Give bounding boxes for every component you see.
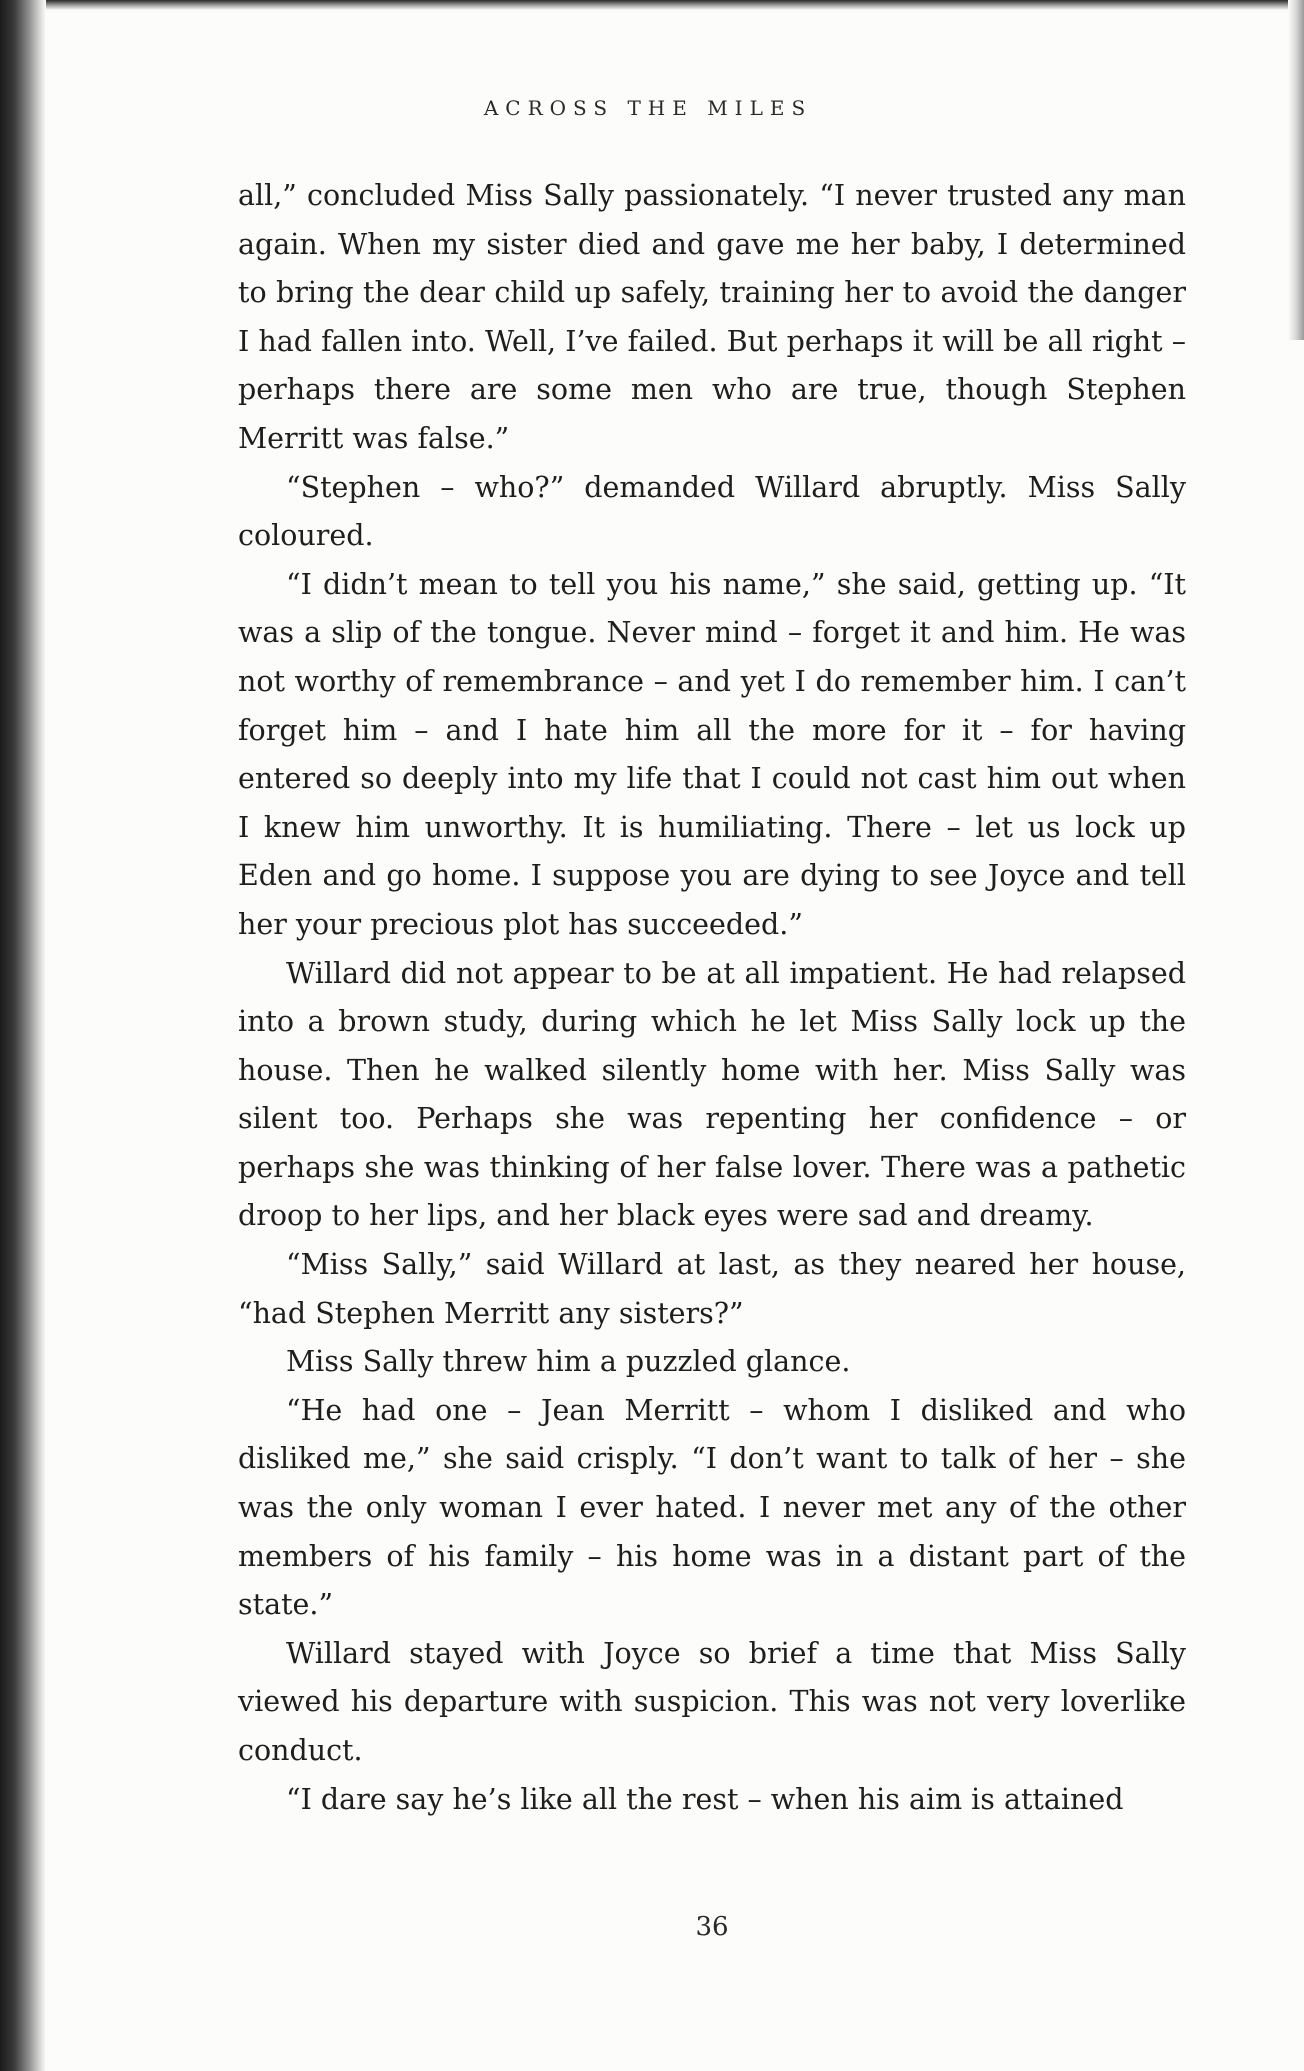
right-edge-shadow [1288,0,1304,340]
paragraph: “I dare say he’s like all the rest – when his aim is attained [286,1782,1124,1816]
paragraph: Willard did not appear to be at all impatient. He had relapsed into a brown study, during which he let Miss Sally lock up the house. Then he walked silently home with her. Miss Sally was silent too. Perhaps she was repenting her confidence – or perhaps she was thinking of her false lover. There was a pathetic droop to her lips, and her black eyes were sad and dreamy. [238,956,1186,1233]
paragraph: “Miss Sally,” said Willard at last, as they neared her house, “had Stephen Merritt any sisters?” [238,1248,1186,1330]
top-edge-shadow [46,0,1304,10]
body-text [238,172,1186,1824]
paragraph: Willard stayed with Joyce so brief a time that Miss Sally viewed his departure with suspicion. This was not very loverlike conduct. [238,1636,1186,1767]
paragraph: “He had one – Jean Merritt – whom I disliked and who disliked me,” she said crisply. “I don’t want to talk of her – she was the only woman I ever hated. I never met any of the other members of his family – his home was in a distant part of the state.” [238,1393,1186,1622]
paragraph: Miss Sally threw him a puzzled glance. [286,1345,851,1379]
page-number: 36 [695,1912,729,1942]
paragraph: “Stephen – who?” demanded Willard abruptly. Miss Sally coloured. [238,470,1186,553]
running-head: ACROSS THE MILES [483,96,813,120]
gutter-shadow [0,0,46,2071]
paragraph: “I didn’t mean to tell you his name,” she said, getting up. “It was a slip of the tongue. Never mind – forget it and him. He was not worthy of remembrance – and yet I do remember him. I can’t forget him – and I hate him all the more for it – for having entered so deeply into my life that I could not cast him out when I knew him unworthy. It is humiliating. There – let us lock up Eden and go home. I suppose you are dying to see Joyce and tell her your precious plot has succeeded.” [238,567,1186,941]
paragraph: all,” concluded Miss Sally passionately. “I never trusted any man again. When my sister died and gave me her baby, I determined to bring the dear child up safely, training her to avoid the danger I had fallen into. Well, I’ve failed. But perhaps it will be all right – perhaps there are some men who are true, though Stephen Merritt was false.” [238,179,1186,455]
